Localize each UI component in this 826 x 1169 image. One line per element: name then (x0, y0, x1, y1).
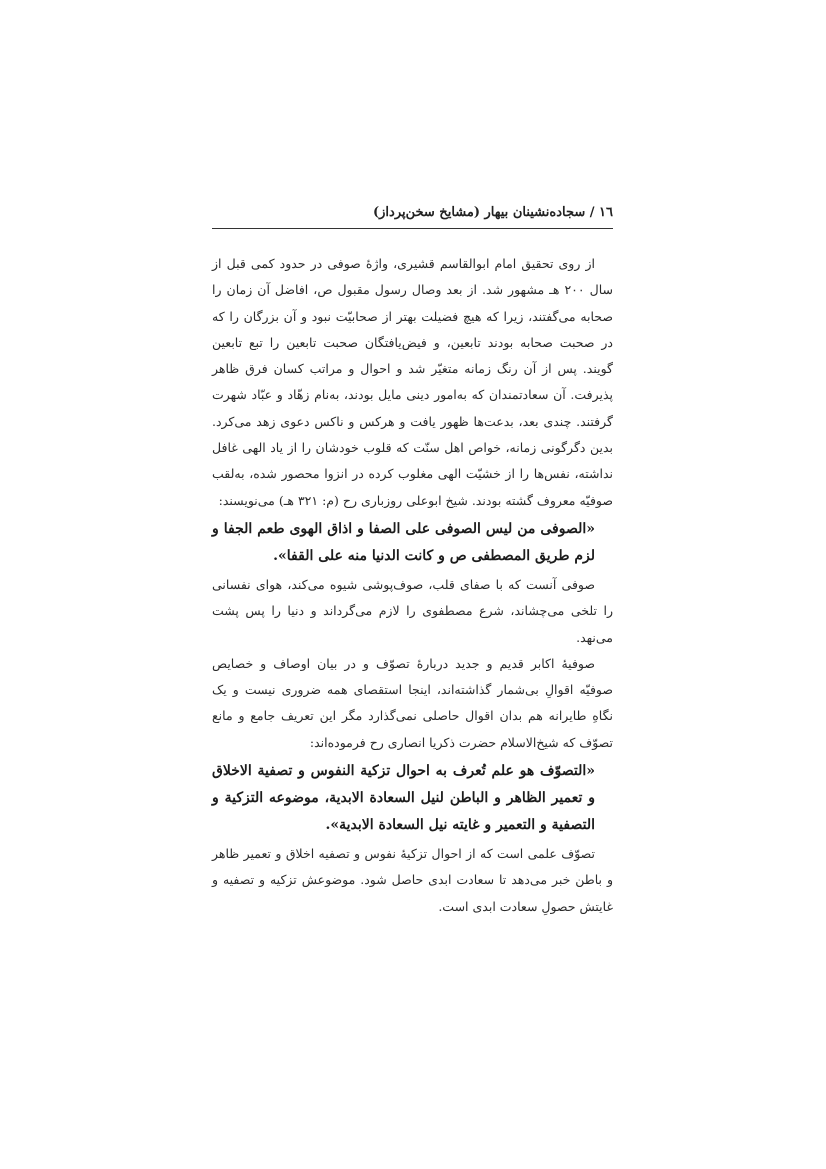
paragraph-intro: از روی تحقیق امام ابوالقاسم قشیری، واژهٔ صوفی در حدود کمی قبل از سال ۲۰۰ هـ مشهور شد. از بعد وصال رسول مقبول ص، افاضل آن زمان را صحابه می‌گفتند، زیرا که هیچ فضیلت بهتر از صحابیّت نبود و آن بزرگان را که در صحبت صحابه بودند تابعین، و فیض‌یافتگان صحبت تابعین را تبع تابعین گویند. پس از آن رنگ زمانه متغیّر شد و احوال و مراتب کسان فرق ظاهر پذیرفت. آن سعادتمندان که به‌امور دینی مایل بودند، به‌نام زهّاد و عبّاد شهرت گرفتند. چندی بعد، بدعت‌ها ظهور یافت و هرکس و ناکس دعوی زهد می‌کرد. بدین دگرگونی زمانه، خواص اهل سنّت که قلوب خودشان را از یاد الهی غافل نداشته، نفس‌ها را از خشیّت الهی مغلوب کرده در انزوا محصور شده، به‌لقب صوفیّه معروف گشته بودند. شیخ ابوعلی روزباری رح (م: ۳۲۱ هـ) می‌نویسند: (212, 256, 613, 508)
paragraph-definitions: صوفیهٔ اکابر قدیم و جدید دربارهٔ تصوّف و در بیان اوصاف و خصایص صوفیّه اقوالِ بی‌شمار گذاشته‌اند، اینجا استقصای همه ضروری نیست و یک نگاهِ طایرانه هم بدان اقوال حاصلی نمی‌گذارد مگر این تعریف جامع و مانع تصوّف که شیخ‌الاسلام حضرت ذکریا انصاری رح فرموده‌اند: (212, 655, 613, 750)
paragraph-translation-2: تصوّف علمی است که از احوال تزکیهٔ نفوس و تصفیه اخلاق و تعمیر ظاهر و باطن خبر می‌دهد تا سعادت ابدی حاصل شود. موضوعش تزکیه و تصفیه و غایتش حصولِ سعادت ابدی است. (212, 846, 613, 914)
arabic-quote-ansari: «التصوّف هو علم تُعرف به احوال تزکیة النفوس و تصفیة الاخلاق و تعمیر الظاهر و الباطن لنیل السعادة الابدیة، موضوعه التزکیة و التصفیة و التعمیر و غایته نیل السعادة الابدیة». (212, 763, 595, 834)
running-header: ١٦ / سجاده‌نشینان بیهار (مشایخ سخن‌پرداز) (372, 205, 613, 220)
header-rule (212, 228, 613, 229)
paragraph-translation-1: صوفی آنست که با صفای قلب، صوف‌پوشی شیوه می‌کند، هوای نفسانی را تلخی می‌چشاند، شرع مصطفوی را لازم می‌گرداند و دنیا را پس پشت می‌نهد. (212, 576, 613, 645)
page-body (212, 251, 613, 920)
arabic-quote-ruzbari: «الصوفی من لیس الصوفی علی الصفا و اذاق الهوی طعم الجفا و لزم طریق المصطفی ص و کانت الدنیا منه علی القفا». (212, 520, 595, 564)
